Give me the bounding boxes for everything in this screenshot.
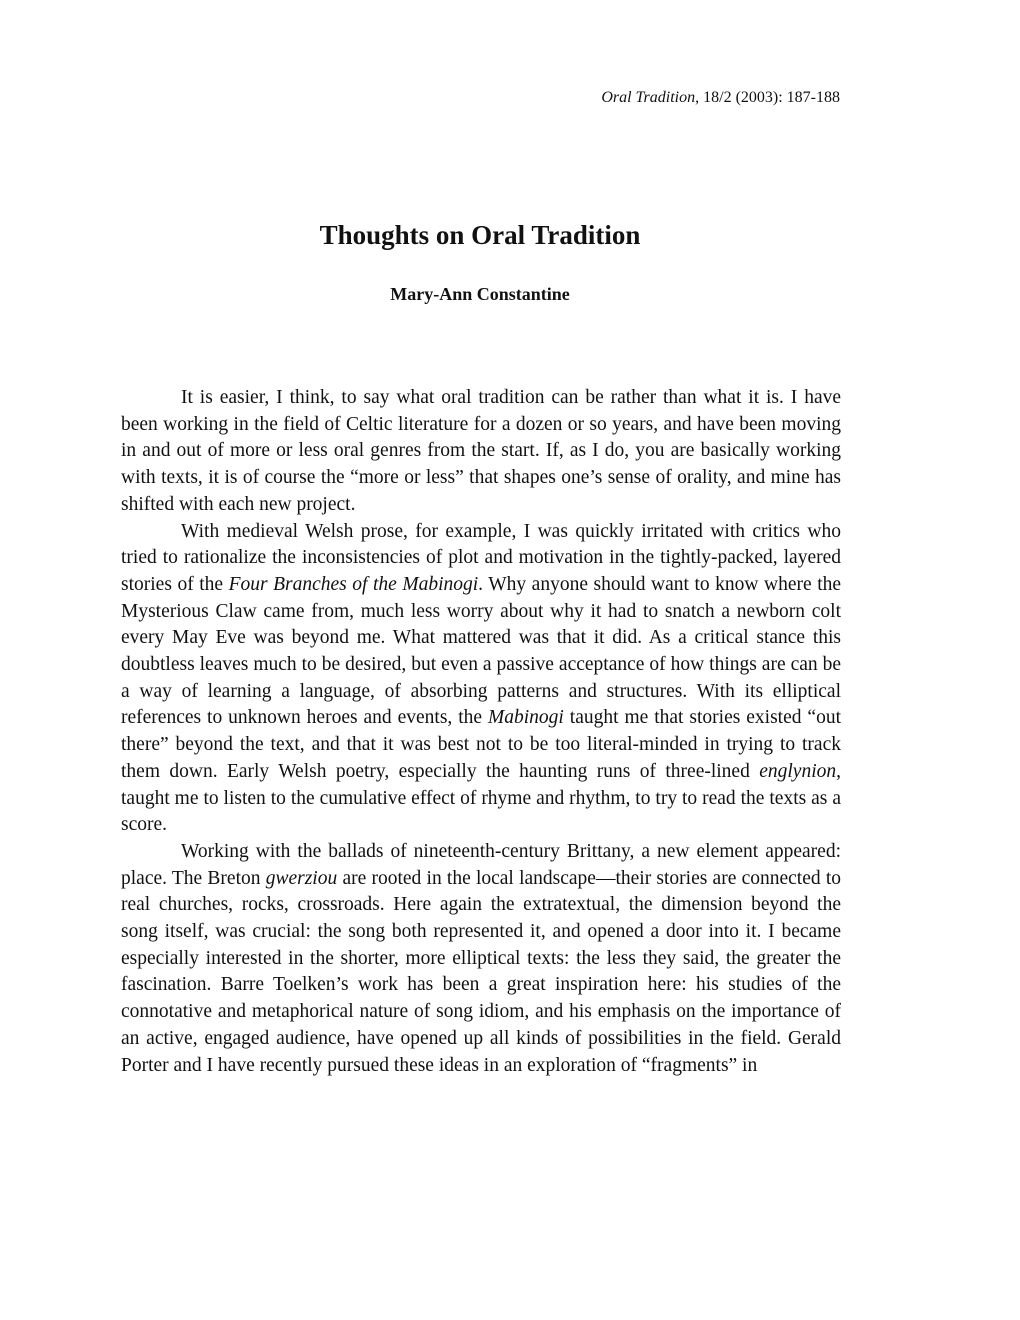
paragraph-3 <box>121 839 841 1079</box>
running-header <box>601 88 840 108</box>
paragraph-2-text-g: , taught me to listen to the cumulative effect of rhyme and rhythm, to try to read the texts as a score. <box>121 760 841 836</box>
paragraph-3-text-c: are rooted in the local landscape—their stories are connected to real churches, rocks, crossroads. Here again the extratextual, the dimension beyond the song itself, was crucial: the song both represented it, and opened a door into it. I became especially interested in the shorter, more elliptical texts: the less they said, the greater the fascination. Barre Toelken’s work has been a great inspiration here: his studies of the connotative and metaphorical nature of song idiom, and his emphasis on the importance of an active, engaged audience, have opened up all kinds of possibilities in the field. Gerald Porter and I have recently pursued these ideas in an exploration of “fragments” in <box>121 867 841 1076</box>
paragraph-2-text-e: taught me that stories existed “out there” beyond the text, and that it was best not to be too literal-minded in trying to track them down. Early Welsh poetry, especially the haunting runs of three-lined <box>121 707 842 782</box>
article-body <box>121 385 841 1079</box>
journal-name: Oral Tradition <box>601 89 696 106</box>
article-author: Mary-Ann Constantine <box>390 284 570 304</box>
paragraph-2 <box>121 519 841 839</box>
paragraph-1: It is easier, I think, to say what oral tradition can be rather than what it is. I have been working in the field of Celtic literature for a dozen or so years, and have been moving in and out of more or less oral genres from the start. If, as I do, you are basically working with texts, it is of course the “more or less” that shapes one’s sense of orality, and mine has shifted with each new project. <box>121 387 841 515</box>
journal-citation: , 18/2 (2003): 187-188 <box>695 89 840 106</box>
article-title: Thoughts on Oral Tradition <box>319 220 641 250</box>
paragraph-2-italic-englynion: englynion <box>759 760 837 782</box>
paragraph-2-text-a: With medieval Welsh prose, for example, I was quickly irritated with critics who tried to rationalize the inconsistencies of plot and motivation in the tightly-packed, layered stories of the <box>121 520 841 595</box>
paragraph-2-italic-mabinogi: Mabinogi <box>488 707 564 729</box>
paragraph-3-italic-gwerziou: gwerziou <box>265 867 338 889</box>
paragraph-3-text-a: Working with the ballads of nineteenth-century Brittany, a new element appeared: place. The Breton <box>121 840 841 889</box>
paragraph-2-italic-four-branches: Four Branches of the Mabinogi <box>228 573 479 595</box>
paragraph-2-text-c: . Why anyone should want to know where the Mysterious Claw came from, much less worry about why it had to snatch a newborn colt every May Eve was beyond me. What mattered was that it did. As a critical stance this doubtless leaves much to be desired, but even a passive acceptance of how things are can be a way of learning a language, of absorbing patterns and structures. With its elliptical references to unknown heroes and events, the <box>121 573 842 729</box>
